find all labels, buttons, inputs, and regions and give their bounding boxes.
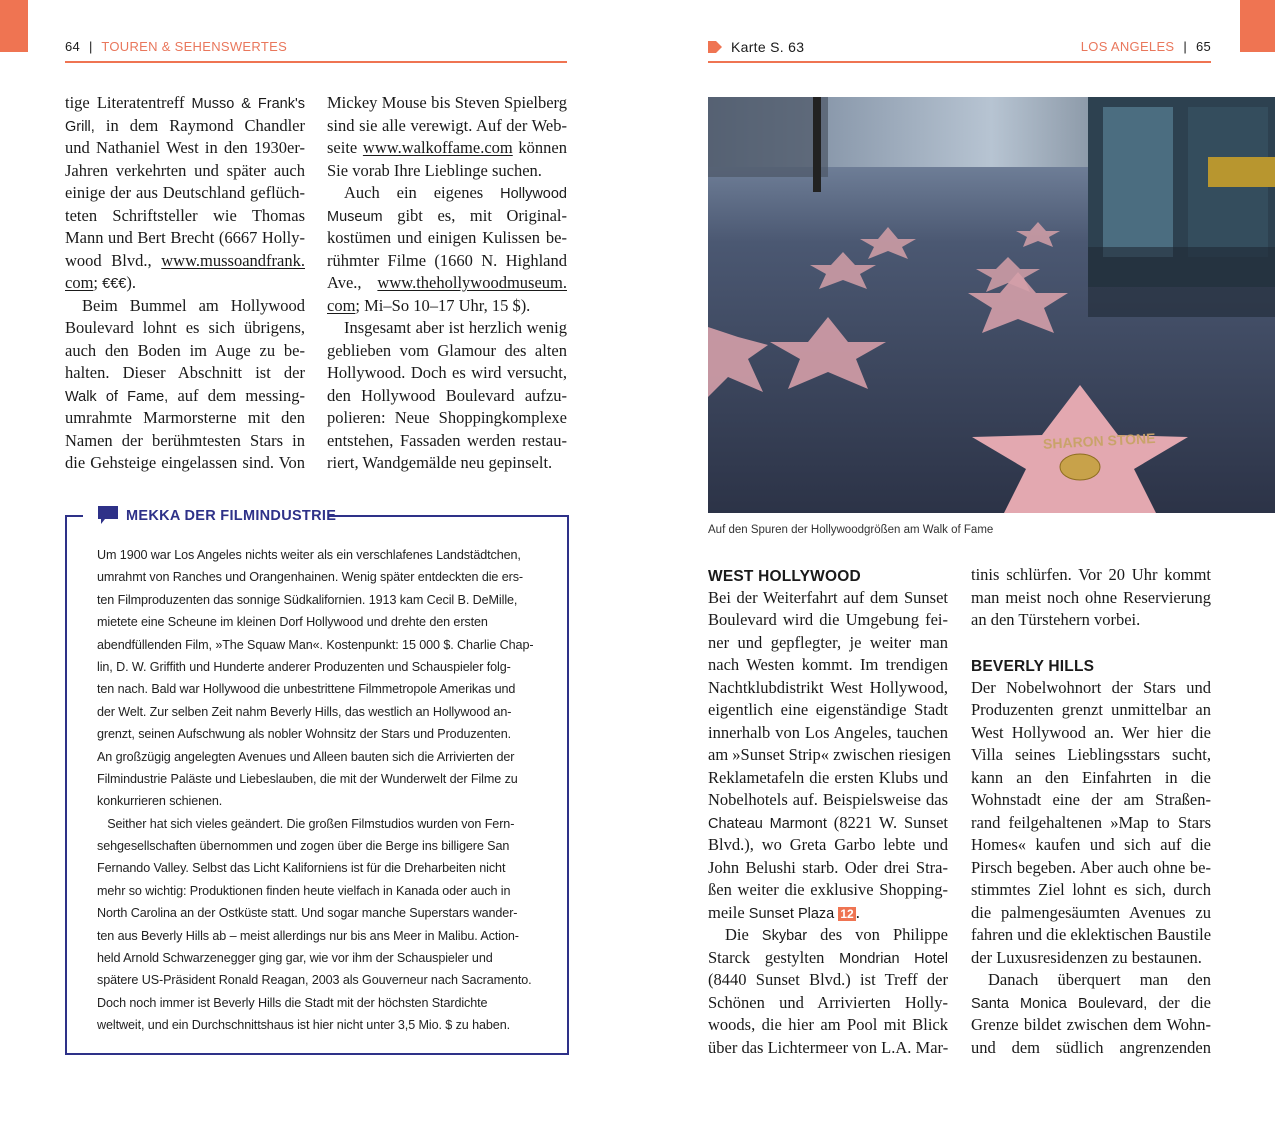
text: (8221 W. Sunset <box>826 812 948 832</box>
info-box-text <box>97 544 557 1037</box>
text: tinis schlürfen. Vor 20 Uhr kommt <box>971 565 1211 584</box>
text: einige der aus Deutschland geflüch- <box>65 183 305 202</box>
text-column <box>327 92 567 475</box>
text-line <box>708 857 948 880</box>
text-line <box>65 295 305 318</box>
text: John Belushi starb. Oder drei Stra- <box>708 857 948 877</box>
text: West Hollywood an. Wer hier die <box>971 722 1211 742</box>
place-name: Santa Monica Boulevard, <box>971 995 1148 1012</box>
text-line <box>327 317 567 340</box>
section-title: TOUREN & SEHENSWERTES <box>101 39 288 54</box>
text-line <box>65 362 305 385</box>
text: wood Blvd., <box>65 250 162 270</box>
text-line <box>327 295 567 318</box>
text-line <box>65 340 305 363</box>
info-box-line: An großzügig angelegten Avenues und Alleen bauten sich die Arrivierten der <box>97 749 515 764</box>
info-box-line: lin, D. W. Griffith und Hunderte anderer Produzenten und Schauspieler folg- <box>97 659 511 674</box>
info-box-line: ten nach. Bald war Hollywood die unbestrittene Filmmetropole Amerikas und <box>97 682 516 697</box>
text: Mann und Bert Brecht (6667 Holly- <box>65 228 305 247</box>
info-box-line: mehr so wichtig: Produktionen finden heute vielfach in Kanada oder auch in <box>97 883 511 898</box>
text-line <box>708 632 948 655</box>
text: WEST HOLLYWOOD <box>708 568 861 585</box>
text-line <box>65 407 305 430</box>
text-line <box>971 834 1211 857</box>
text: am »Sunset Strip« zwischen riesigen <box>708 745 951 764</box>
text: BEVERLY HILLS <box>971 658 1095 675</box>
text-line <box>971 969 1211 992</box>
text-line <box>708 947 948 970</box>
text: man meist noch ohne Reservierung <box>971 587 1211 607</box>
text: Homes« kaufen und sich auf die <box>971 835 1211 854</box>
place-name: Skybar <box>761 928 808 944</box>
text: die Gehsteige eingelassen sind. Von <box>65 453 305 472</box>
text-line <box>65 430 305 453</box>
text-line <box>971 677 1211 700</box>
text-line <box>327 115 567 138</box>
text: entstehen, Fassaden werden restau- <box>327 430 567 450</box>
text: ; <box>93 273 103 292</box>
text-line <box>708 1037 948 1060</box>
info-box-line: konkurrieren schienen. <box>97 794 223 809</box>
text: Villa seines Lieblingsstars sucht, <box>971 745 1211 764</box>
text: und dem südlich angrenzenden <box>971 1037 1211 1057</box>
text: kostümen und einigen Kulissen be- <box>327 228 567 247</box>
text: über das Lichtermeer von L.A. Mar- <box>708 1037 949 1057</box>
text-line <box>708 767 948 790</box>
text: ). <box>126 273 136 292</box>
text: Hollywood. Doch es wird versucht, <box>327 363 567 382</box>
text-line <box>971 564 1211 587</box>
text-line <box>65 182 305 205</box>
text-line <box>708 722 948 745</box>
right-running-header <box>1081 39 1211 54</box>
text: ; Mi–So 10–17 Uhr, 15 $). <box>355 295 531 315</box>
text: ner und gepflegter, je weiter man <box>708 632 948 652</box>
text-line <box>65 272 305 295</box>
text-line <box>327 92 567 115</box>
text-line <box>65 92 305 115</box>
text: Wohnstadt eine der am Straßen- <box>971 790 1211 809</box>
text: der die <box>1147 992 1211 1012</box>
text: Namen der berühmtesten Stars in <box>65 430 305 450</box>
text: sind sie alle verewigt. Auf der Web- <box>327 115 567 135</box>
info-box-line: Doch noch immer ist Beverly Hills die Stadt mit der höchsten Stardichte <box>97 995 488 1010</box>
text: Schönen und Arrivierten Holly- <box>708 992 948 1012</box>
text-line <box>327 160 567 183</box>
text-line <box>708 609 948 632</box>
left-page-tab <box>0 0 28 52</box>
text: an den Türstehern vorbei. <box>971 610 1141 629</box>
text: fahren und die eklektischen Baustile <box>971 925 1212 944</box>
text: Bei der Weiterfahrt auf dem Sunset <box>708 587 948 607</box>
text: polieren: Neue Shoppingkomplexe <box>327 408 567 427</box>
text-column <box>971 564 1211 1059</box>
text-line <box>327 250 567 273</box>
text-line <box>971 857 1211 880</box>
text-line <box>327 362 567 385</box>
text: Ave., <box>327 273 378 292</box>
text-line <box>708 902 948 925</box>
text-line <box>971 1014 1211 1037</box>
text: Auch ein eigenes <box>344 183 501 202</box>
text: nach Westen kommt. Im trendigen <box>708 655 948 674</box>
web-link[interactable]: www.mussoandfrank. <box>161 250 305 270</box>
text-line <box>971 812 1211 835</box>
text-line <box>971 1037 1211 1060</box>
text-line <box>708 677 948 700</box>
text: teten Schriftsteller wie Thomas <box>65 205 305 225</box>
section-heading <box>971 654 1211 677</box>
place-name: Musso & Frank's <box>191 96 305 112</box>
header-separator: | <box>1183 39 1188 54</box>
text: rühmter Filme (1660 N. Highland <box>327 250 567 270</box>
header-rule <box>708 61 1211 63</box>
text: Nachtklubdistrikt West Hollywood, <box>708 677 948 697</box>
text: halten. Dieser Abschnitt ist der <box>65 363 305 382</box>
text-line <box>708 879 948 902</box>
section-heading <box>708 564 948 587</box>
text: ßen weiter die exklusive Shopping- <box>708 880 948 899</box>
text-line <box>971 744 1211 767</box>
info-box-line: grenzt, seinen Aufschwung als nobler Wohnsitz der Stars und Produzenten. <box>97 727 512 742</box>
text-line <box>708 834 948 857</box>
text: den Hollywood Boulevard aufzu- <box>327 385 567 405</box>
text-line <box>971 947 1211 970</box>
text-line <box>971 699 1211 722</box>
info-box-title-text: MEKKA DER FILMINDUSTRIE <box>126 507 337 524</box>
web-link[interactable]: com <box>65 273 94 292</box>
text-line <box>65 227 305 250</box>
text-line <box>65 385 305 408</box>
text: seite <box>327 138 363 157</box>
text-line <box>327 407 567 430</box>
walk-of-fame-photo <box>708 97 1275 513</box>
text-line <box>971 587 1211 610</box>
box-border-top <box>328 515 567 517</box>
text: Nobelhotels auf. Beispielsweise das <box>708 790 948 809</box>
map-marker-number: 12 <box>840 906 854 921</box>
star-name: SHARON STONE <box>1042 429 1156 452</box>
text-line <box>971 767 1211 790</box>
info-box-line: umrahmt von Ranches und Orangenhainen. Wenig später entdeckten die ers- <box>97 570 524 585</box>
info-box-line: sehgesellschaften übernommen und zogen über die Berge ins billigere San <box>97 839 510 854</box>
text-line <box>327 340 567 363</box>
text-line <box>708 744 951 767</box>
section-title: LOS ANGELES <box>1080 39 1175 54</box>
info-box-title <box>98 506 336 525</box>
text-line <box>971 789 1211 812</box>
place-name: Sunset Plaza <box>748 905 835 922</box>
text-line <box>65 205 305 228</box>
page-number: 65 <box>1195 39 1211 54</box>
text-line <box>971 992 1211 1015</box>
text: woods, die hier am Pool mit Blick <box>708 1015 948 1034</box>
photo-caption: Auf den Spuren der Hollywoodgrößen am Walk of Fame <box>708 524 994 536</box>
text-line <box>65 452 305 475</box>
place-name: Walk of Fame, <box>65 388 169 405</box>
text-line <box>971 902 1211 925</box>
text-column <box>708 564 951 1059</box>
text-column <box>65 92 305 475</box>
right-page-tab <box>1240 0 1275 52</box>
header-separator: | <box>88 39 93 54</box>
info-box-line: weltweit, und ein Durchschnittshaus ist hier nicht unter 3,5 Mio. $ zu haben. <box>97 1018 511 1033</box>
text: und Nathaniel West in den 1930er- <box>65 138 305 157</box>
text: auf dem messing- <box>168 385 305 405</box>
text-line <box>65 317 305 340</box>
text: gibt es, mit Original- <box>382 205 567 225</box>
text: tige Literatentreff <box>65 93 192 112</box>
text-line <box>708 587 948 610</box>
text: stimmtes Ziel lohnt es sich, durch <box>971 880 1211 899</box>
place-name: Museum <box>327 208 383 225</box>
text: Sie vorab Ihre Lieblinge suchen. <box>327 160 542 180</box>
text: umrahmte Marmorsterne mit den <box>65 408 305 427</box>
page-number: 64 <box>65 39 81 54</box>
text: Produzenten grenzt unmittelbar an <box>971 700 1211 719</box>
map-reference <box>708 39 804 55</box>
info-box-line: North Carolina an der Ostküste statt. Und sogar manche Superstars wander- <box>97 906 518 921</box>
place-name: Chateau Marmont <box>708 815 827 832</box>
text: Die <box>725 925 762 944</box>
text: . <box>855 902 860 922</box>
text: in dem Raymond Chandler <box>94 115 305 135</box>
info-box-line: Fernando Valley. Selbst das Licht Kaliforniens ist für die Dreharbeiten nicht <box>97 861 506 876</box>
place-name: €€€ <box>102 276 127 292</box>
text-line <box>327 452 567 475</box>
text: Mickey Mouse bis Steven Spielberg <box>327 93 567 112</box>
box-border-top <box>65 515 83 517</box>
text-line <box>327 430 567 453</box>
text: Jahren verkehrten und später auch <box>65 160 305 180</box>
map-pointer-icon <box>708 41 722 53</box>
text: Pirsch begeben. Aber auch ohne be- <box>971 857 1211 877</box>
text: Danach überquert man den <box>988 970 1211 989</box>
text: Reklametafeln die ersten Klubs und <box>708 767 948 787</box>
text-line <box>708 812 948 835</box>
text: geblieben vom Glamour des alten <box>327 340 567 360</box>
text: auch den Boden im Auge zu be- <box>65 340 305 360</box>
text: eigentlich eine eigenständige Stadt <box>708 700 948 719</box>
text-line <box>971 632 1211 655</box>
text-line <box>65 160 305 183</box>
text-line <box>327 182 567 205</box>
info-box-line: abendfüllenden Film, »The Squaw Man«. Kostenpunkt: 15 000 $. Charlie Chap- <box>97 637 534 652</box>
web-link[interactable]: www.thehollywoodmuseum. <box>377 273 567 292</box>
place-name: Grill, <box>65 118 95 135</box>
speech-bubble-icon <box>98 506 118 525</box>
web-link[interactable]: com <box>327 295 356 315</box>
info-box-line: Um 1900 war Los Angeles nichts weiter als ein verschlafenes Landstädtchen, <box>97 548 521 562</box>
text-line <box>708 969 948 992</box>
info-box-line: held Arnold Schwarzenegger ging gar, wie vor ihm der Schauspieler und <box>97 951 493 966</box>
text-line <box>708 654 948 677</box>
text: Boulevard wird die Umgebung fei- <box>708 610 948 629</box>
text: Blvd.), wo Greta Garbo lebte und <box>708 835 948 854</box>
text: Boulevard lohnt es sich übrigens, <box>65 318 305 337</box>
left-running-header <box>65 39 287 54</box>
text: innerhalb von Los Angeles, tauchen <box>708 722 948 742</box>
text-line <box>327 137 567 160</box>
text: Grenze bildet zwischen dem Wohn- <box>971 1015 1211 1034</box>
info-box-line: der Welt. Zur selben Zeit nahm Beverly Hills, das westlich an Hollywood an- <box>97 704 512 719</box>
text-line <box>971 879 1211 902</box>
info-box-line: ten Filmproduzenten das sonnige Südkalifornien. 1913 kam Cecil B. DeMille, <box>97 592 518 607</box>
text: kann an den Einfahrten in die <box>971 767 1211 787</box>
info-box-line: Seither hat sich vieles geändert. Die großen Filmstudios wurden von Fern- <box>97 816 515 831</box>
web-link[interactable]: www.walkoffame.com <box>362 138 513 157</box>
text-line <box>708 699 948 722</box>
text: können <box>512 138 567 157</box>
text: Starck gestylten <box>708 947 840 967</box>
text-line <box>971 722 1211 745</box>
text: rand feilgehaltenen »Map to Stars <box>971 812 1211 832</box>
text-line <box>971 609 1211 632</box>
text-line <box>708 1014 948 1037</box>
info-box-line: ten aus Beverly Hills ab – meist allerdings nur bis ans Meer in Malibu. Action- <box>97 928 519 943</box>
text: meile <box>708 902 749 922</box>
place-name: Hollywood <box>500 186 567 202</box>
map-ref-text: Karte S. 63 <box>731 39 805 55</box>
text-line <box>327 385 567 408</box>
text-line <box>65 250 305 273</box>
text: Insgesamt aber ist herzlich wenig <box>344 318 567 337</box>
text: Der Nobelwohnort der Stars und <box>971 677 1211 697</box>
text-line <box>327 205 567 228</box>
text-line <box>971 924 1211 947</box>
info-box-line: Filmindustrie Paläste und Liebeslauben, die mit der Wunderwelt der Filme zu <box>97 771 518 786</box>
text-line <box>327 227 567 250</box>
text-line <box>708 789 948 812</box>
text-line <box>708 924 948 947</box>
info-box-line: spätere US-Präsident Ronald Reagan, 2003 als Gouverneur nach Sacramento. <box>97 973 532 988</box>
place-name: Mondrian Hotel <box>839 950 948 967</box>
text: der Luxusresidenzen zu bestaunen. <box>971 947 1202 967</box>
text-line <box>65 137 305 160</box>
header-rule <box>65 61 567 63</box>
text: riert, Wandgemälde neu gepinselt. <box>327 453 553 472</box>
text: die palmengesäumten Avenues zu <box>971 902 1211 922</box>
info-box-line: mietete eine Scheune im kleinen Dorf Hollywood und drehte den ersten <box>97 615 488 630</box>
text: (8440 Sunset Blvd.) ist Treff der <box>708 970 948 989</box>
text-line <box>65 115 305 138</box>
text-line <box>708 992 948 1015</box>
text-line <box>327 272 567 295</box>
text: Beim Bummel am Hollywood <box>82 295 305 315</box>
text: des von Philippe <box>807 925 949 944</box>
